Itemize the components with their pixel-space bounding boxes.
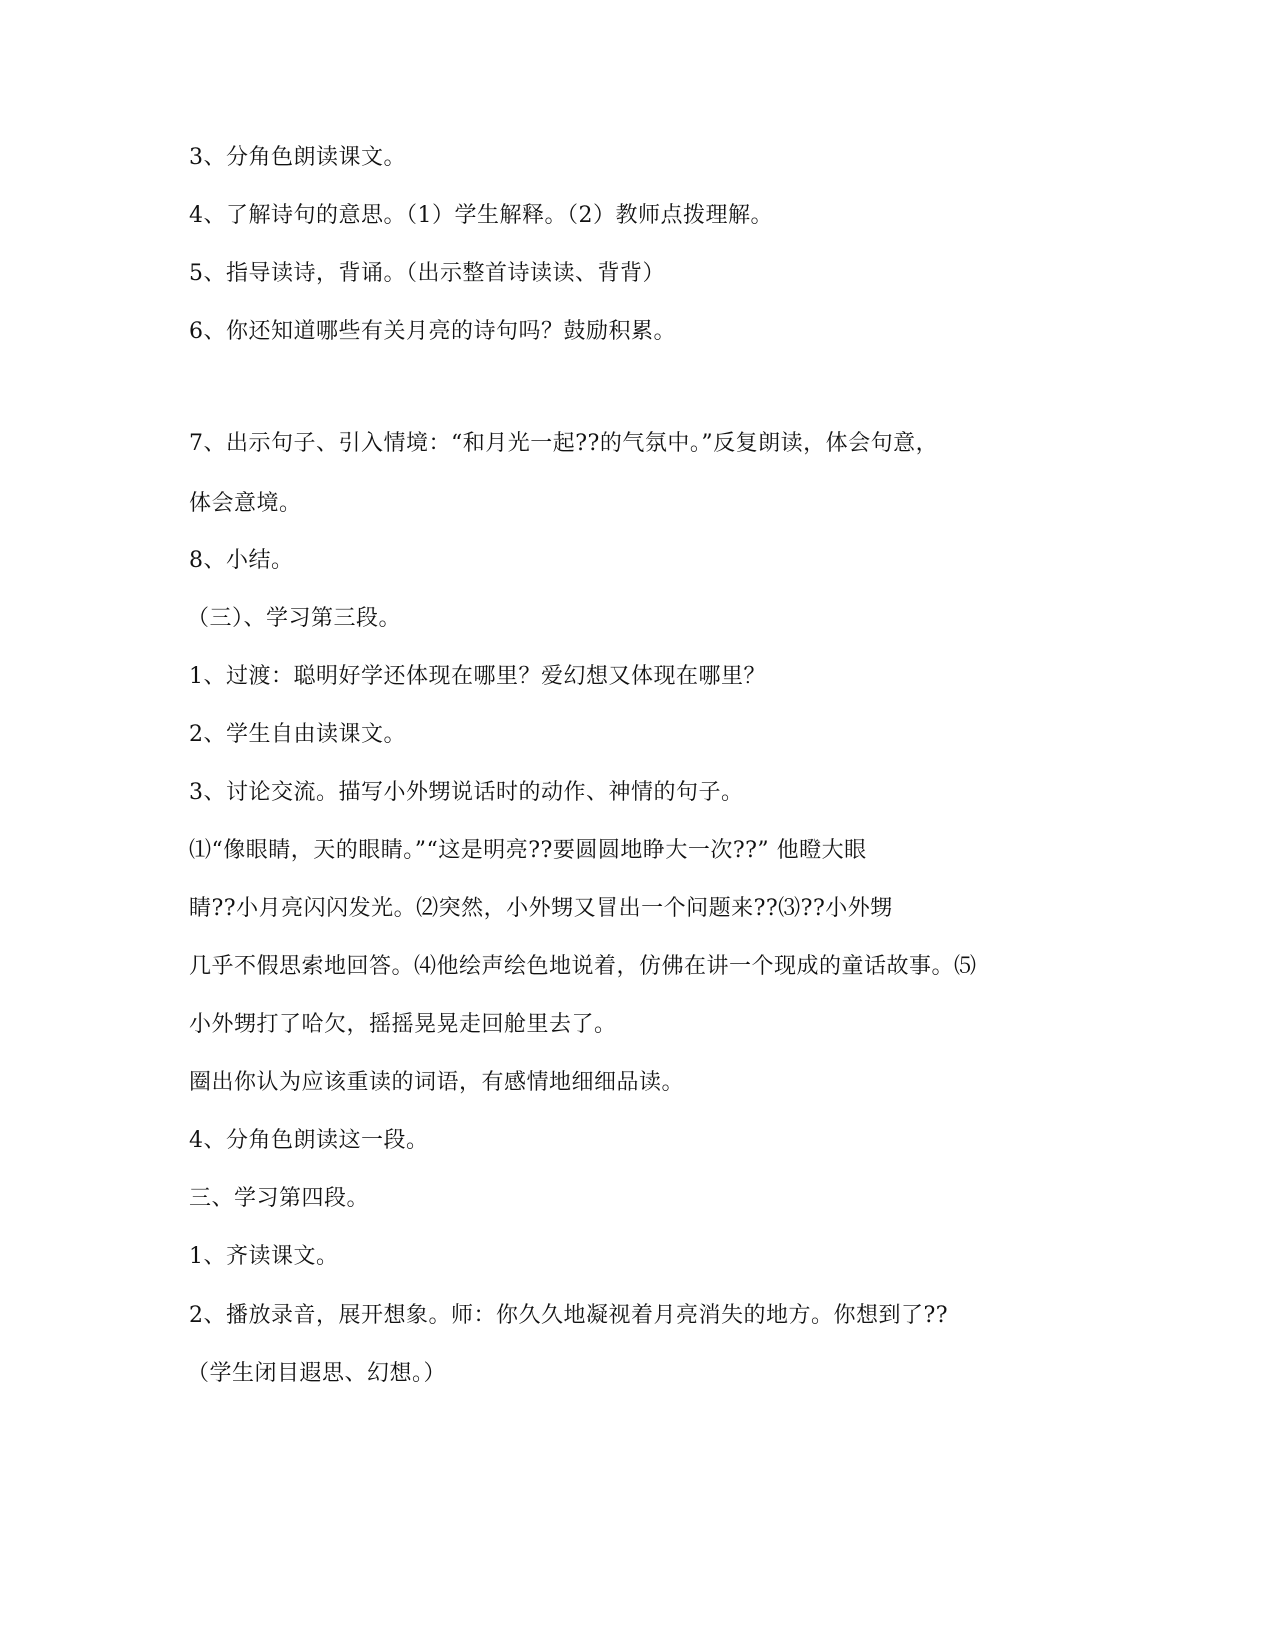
text-line: 2、播放录音，展开想象。师：你久久地凝视着月亮消失的地方。你想到了?? [189,1303,949,1328]
text-line: 几乎不假思索地回答。⑷他绘声绘色地说着，仿佛在讲一个现成的童话故事。⑸ [189,954,977,979]
text-line: 1、齐读课文。 [189,1244,339,1269]
text-line: 7、出示句子、引入情境：“和月光一起??的气氛中。”反复朗读，体会句意， [189,431,939,456]
text-line: 5、指导读诗，背诵。（出示整首诗读读、背背） [189,261,665,286]
text-line: 体会意境。 [189,491,302,516]
text-line: ⑴“像眼睛，天的眼睛。”“这是明亮??要圆圆地睁大一次??” 他瞪大眼 [189,838,867,863]
text-line: 圈出你认为应该重读的词语，有感情地细细品读。 [189,1070,685,1095]
text-line: 小外甥打了哈欠，摇摇晃晃走回舱里去了。 [189,1012,617,1037]
text-line: 8、小结。 [189,548,294,573]
text-line: 6、你还知道哪些有关月亮的诗句吗？鼓励积累。 [189,319,676,344]
text-line: 4、了解诗句的意思。（1）学生解释。（2）教师点拨理解。 [189,203,773,228]
text-line: 1、过渡：聪明好学还体现在哪里？爱幻想又体现在哪里？ [189,664,766,689]
text-line: 4、分角色朗读这一段。 [189,1128,429,1153]
section-heading: （三）、学习第三段。 [187,606,402,631]
text-line: 睛??小月亮闪闪发光。⑵突然，小外甥又冒出一个问题来??⑶??小外甥 [189,896,893,921]
text-line: 3、分角色朗读课文。 [189,145,406,170]
text-line: 2、学生自由读课文。 [189,722,406,747]
text-line: 3、讨论交流。描写小外甥说话时的动作、神情的句子。 [189,780,744,805]
section-heading: 三、学习第四段。 [189,1186,370,1211]
text-line: （学生闭目遐思、幻想。） [187,1361,447,1386]
